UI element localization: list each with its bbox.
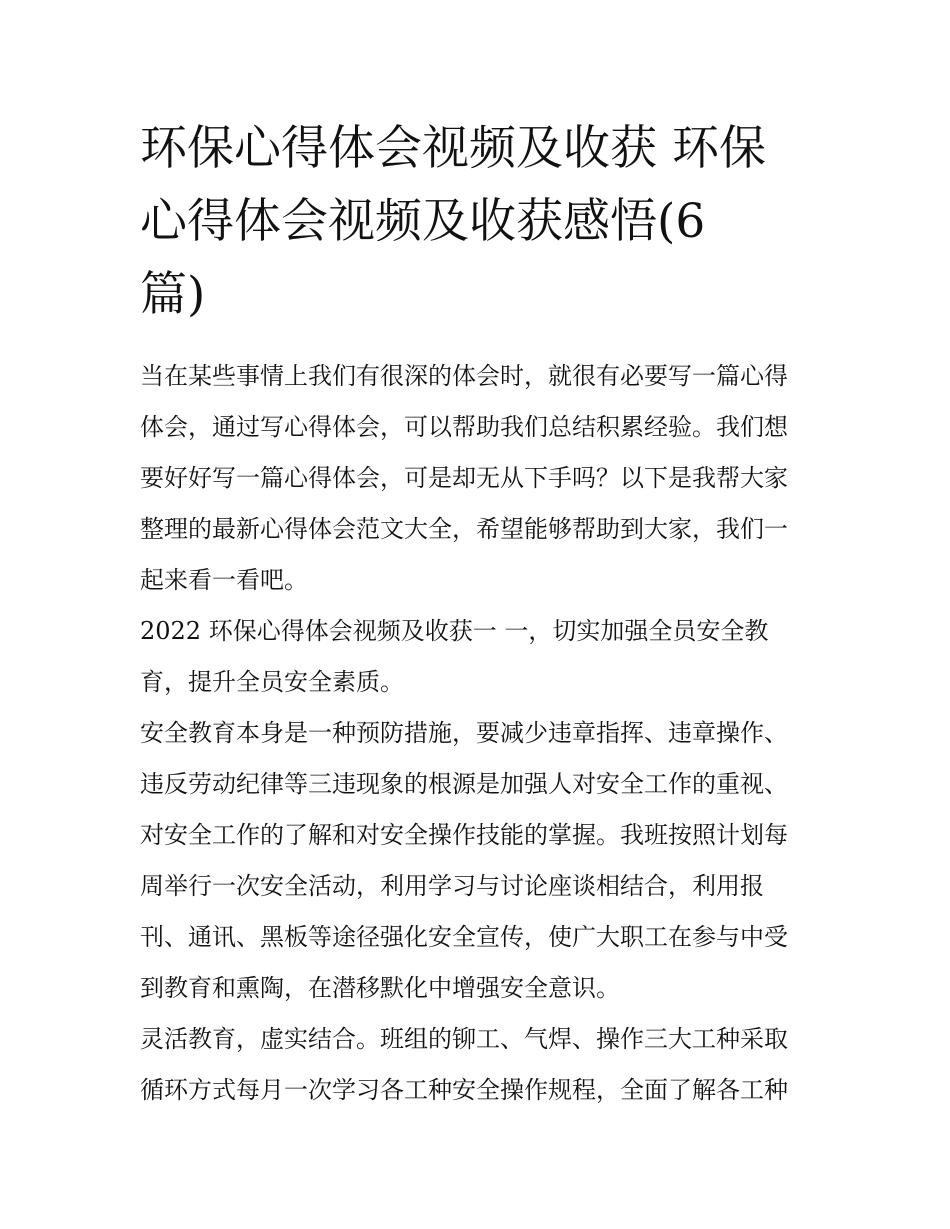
intro-paragraph (140, 351, 812, 606)
text-line: 体会，通过写心得体会，可以帮助我们总结积累经验。我们想 (140, 413, 788, 441)
text-line: 整理的最新心得体会范文大全，希望能够帮助到大家，我们一 (140, 515, 788, 543)
title-line: 环保心得体会视频及收获 环保 (140, 121, 766, 176)
title-line: 心得体会视频及收获感悟(6 (140, 194, 706, 249)
title-line: 篇) (140, 267, 206, 322)
text-line: 灵活教育，虚实结合。班组的铆工、气焊、操作三大工种采取 (140, 1025, 788, 1053)
safety-education-paragraph (140, 708, 812, 1014)
document-body (140, 351, 812, 1116)
text-line: 违反劳动纪律等三违现象的根源是加强人对安全工作的重视、 (140, 770, 788, 798)
document-content (140, 112, 812, 1116)
document-title (140, 112, 812, 331)
text-line: 刊、通讯、黑板等途径强化安全宣传，使广大职工在参与中受 (140, 923, 788, 951)
text-line: 起来看一看吧。 (140, 566, 308, 594)
text-line: 周举行一次安全活动，利用学习与讨论座谈相结合，利用报 (140, 872, 764, 900)
section-heading-paragraph (140, 606, 812, 708)
text-line: 到教育和熏陶，在潜移默化中增强安全意识。 (140, 974, 620, 1002)
text-line: 安全教育本身是一种预防措施，要减少违章指挥、违章操作、 (140, 719, 788, 747)
text-line: 对安全工作的了解和对安全操作技能的掌握。我班按照计划每 (140, 821, 788, 849)
text-line: 循环方式每月一次学习各工种安全操作规程，全面了解各工种 (140, 1076, 788, 1104)
flexible-education-paragraph (140, 1014, 812, 1116)
text-line: 当在某些事情上我们有很深的体会时，就很有必要写一篇心得 (140, 362, 788, 390)
text-line: 2022 环保心得体会视频及收获一 一，切实加强全员安全教 (140, 617, 769, 645)
text-line: 要好好写一篇心得体会，可是却无从下手吗？以下是我帮大家 (140, 464, 788, 492)
text-line: 育，提升全员安全素质。 (140, 668, 404, 696)
